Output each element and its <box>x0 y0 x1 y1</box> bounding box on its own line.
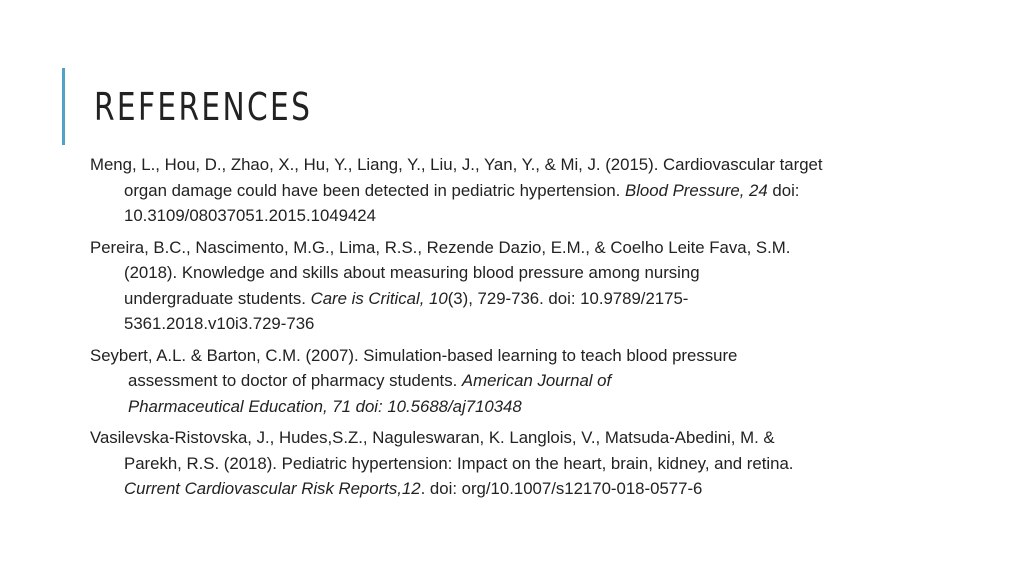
journal-title: Care is Critical, 10 <box>310 288 448 308</box>
reference-text: assessment to doctor of pharmacy students. <box>128 371 462 390</box>
journal-title: Pharmaceutical Education, 71 doi: 10.5688/aj710348 <box>128 396 522 416</box>
reference-text: undergraduate students. <box>124 288 311 308</box>
title-accent-bar <box>62 68 65 145</box>
reference-line <box>90 368 970 394</box>
reference-line <box>90 178 970 204</box>
reference-line <box>90 286 970 312</box>
reference-line: Parekh, R.S. (2018). Pediatric hypertension: Impact on the heart, brain, kidney, and retina. <box>124 453 794 473</box>
reference-item-seybert <box>90 343 970 420</box>
reference-item-vasilevska <box>90 425 970 502</box>
reference-text: organ damage could have been detected in pediatric hypertension. <box>124 180 625 200</box>
reference-doi: 10.3109/08037051.2015.1049424 <box>124 206 376 225</box>
journal-title: Blood Pressure, 24 <box>625 180 768 200</box>
reference-text: . doi: org/10.1007/s12170-018-0577-6 <box>420 479 703 498</box>
reference-line: Pereira, B.C., Nascimento, M.G., Lima, R.S., Rezende Dazio, E.M., & Coelho Leite Fava, S.M. <box>90 237 791 257</box>
reference-item-meng <box>90 152 970 229</box>
reference-doi: 5361.2018.v10i3.729-736 <box>124 314 315 333</box>
reference-line: Vasilevska-Ristovska, J., Hudes,S.Z., Naguleswaran, K. Langlois, V., Matsuda-Abedini, M. & <box>90 428 775 447</box>
journal-title: American Journal of <box>461 371 612 390</box>
reference-text: (3), 729-736. doi: 10.9789/2175- <box>447 288 689 308</box>
reference-line <box>90 476 970 502</box>
page-title: REFERENCES <box>94 85 313 129</box>
reference-line: Seybert, A.L. & Barton, C.M. (2007). Simulation-based learning to teach blood pressure <box>90 345 738 365</box>
reference-text: doi: <box>767 180 800 200</box>
journal-title: Current Cardiovascular Risk Reports,12 <box>124 479 421 498</box>
reference-list <box>90 152 970 508</box>
reference-line <box>90 394 970 420</box>
reference-item-pereira <box>90 235 970 337</box>
reference-line: Meng, L., Hou, D., Zhao, X., Hu, Y., Liang, Y., Liu, J., Yan, Y., & Mi, J. (2015). Cardiovascular target <box>90 155 823 174</box>
reference-line: (2018). Knowledge and skills about measuring blood pressure among nursing <box>124 263 700 282</box>
